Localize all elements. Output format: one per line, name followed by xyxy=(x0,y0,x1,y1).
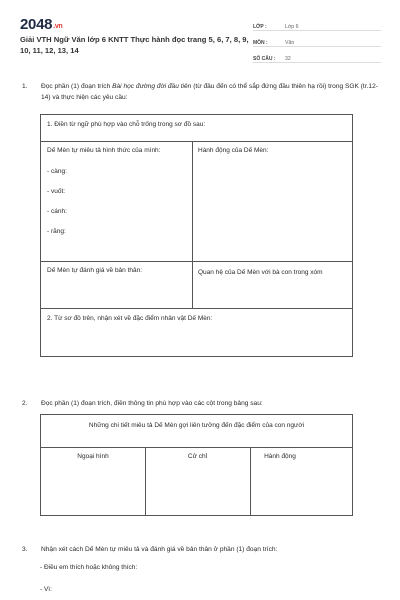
self-evaluation-cell: Dế Mèn tự đánh giá về bản thân: xyxy=(47,267,143,274)
table-heading: Những chi tiết miêu tả Dế Mèn gợi liên tưởng đến đặc điểm của con người xyxy=(88,422,305,429)
site-logo[interactable]: 2048.vn xyxy=(20,16,63,33)
column-header: Ngoại hình xyxy=(77,453,109,460)
relationship-cell: Quan hệ của Dế Mèn với bà con trong xóm xyxy=(198,269,323,276)
column-header: Cử chỉ xyxy=(187,453,208,460)
actions-heading: Hành động của Dế Mèn: xyxy=(198,147,269,154)
appearance-item: - càng: xyxy=(47,168,67,175)
appearance-item: - vuốt: xyxy=(47,188,66,195)
appearance-heading: Dế Mèn tự miêu tả hình thức của mình: xyxy=(47,147,161,154)
column-header: Hành động xyxy=(264,453,296,460)
meta-row-question-count: SỐ CÂU : 32 xyxy=(253,49,381,63)
answer-line-reason: - Vì: xyxy=(40,586,52,593)
meta-row-subject: MÔN : Văn xyxy=(253,33,381,47)
answer-line-opinion: - Điều em thích hoặc không thích: xyxy=(40,564,138,571)
question-1-text: Đọc phần (1) đoạn trích Bài học đường đời đầu tiên (từ đầu đến có thể sắp đứng đầu thiên hạ rồi) trong SGK (tr.12-14) và thực hiện các yêu cầu: xyxy=(41,83,378,101)
detail-table xyxy=(40,414,353,516)
meta-row-class: LỚP : Lớp 6 xyxy=(253,17,381,31)
appearance-item: - cánh: xyxy=(47,208,67,215)
document-meta xyxy=(253,17,381,65)
document-title: Giải VTH Ngữ Văn lớp 6 KNTT Thực hành đọc trang 5, 6, 7, 8, 9, 10, 11, 12, 13, 14 xyxy=(20,35,249,55)
diagram-box: 1. Điền từ ngữ phù hợp vào chỗ trống trong sơ đồ sau: Dế Mèn tự miêu tả hình thức của mình: - càng: - vuốt: - cánh: - răng: Hành động của Dế Mèn: Dế Mèn tự đánh giá về bản thân: Quan hệ của Dế Mèn với bà con trong xóm 2. Từ sơ đồ trên, nhận xét về đặc điểm nhân vật Dế Mèn: xyxy=(40,114,353,357)
character-remark-cell: 2. Từ sơ đồ trên, nhận xét về đặc điểm nhân vật Dế Mèn: xyxy=(47,315,213,322)
appearance-item: - răng: xyxy=(47,228,66,235)
